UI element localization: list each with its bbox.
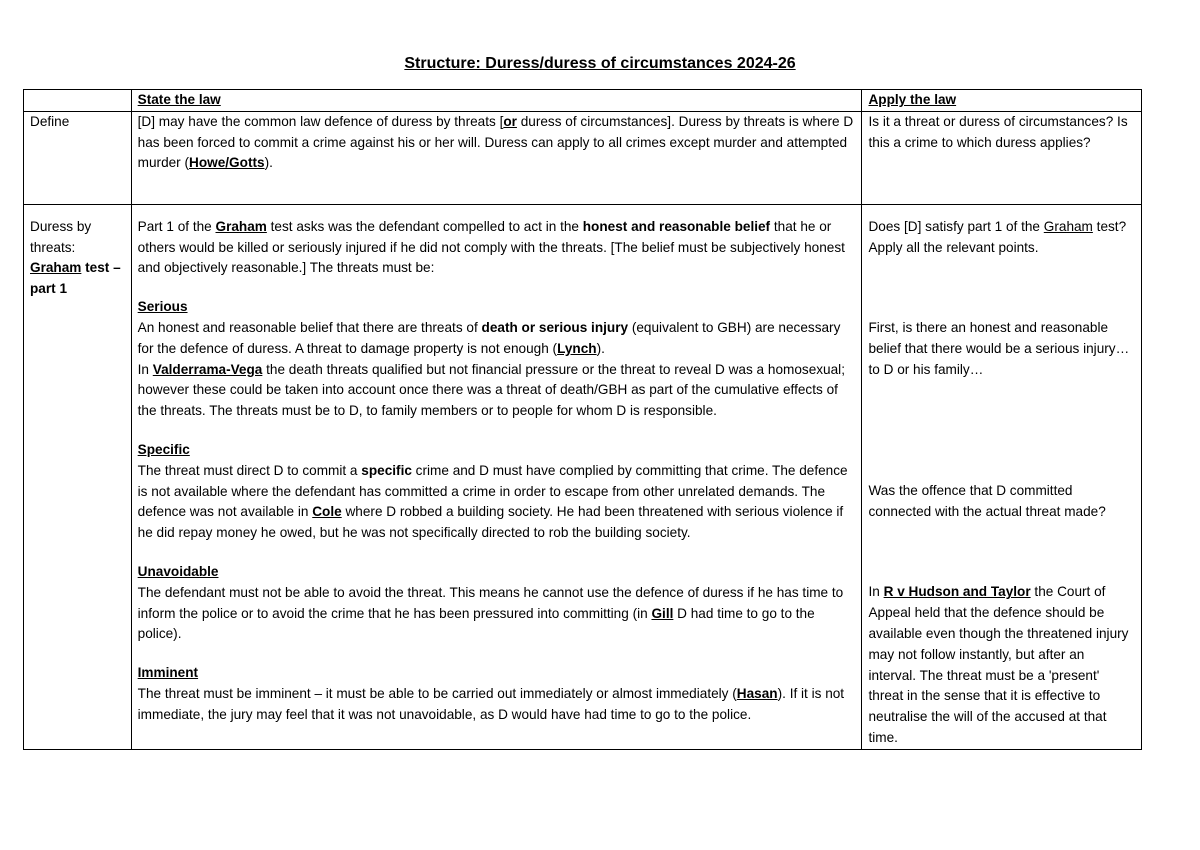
- case-name: Graham: [30, 260, 82, 276]
- key-term: honest and reasonable belief: [582, 218, 771, 234]
- table-row-define: [24, 111, 1142, 204]
- section-serious: [138, 297, 856, 422]
- header-apply-the-law: Apply the law: [862, 90, 1142, 112]
- graham-apply-cell: [862, 204, 1142, 749]
- text: In: [137, 361, 153, 377]
- text: ).: [596, 340, 605, 356]
- text: The defendant must not be able to avoid the threat. This means he cannot use the defence of duress if he has time to inform the police or to avoid the crime that he has been pressured into committing (in: [137, 584, 844, 621]
- case-name: Graham: [215, 218, 267, 234]
- label-text: test – part 1: [30, 260, 121, 297]
- text: test asks was the defendant compelled to act in the: [266, 218, 583, 234]
- table-row-graham: [24, 204, 1142, 749]
- define-text: ).: [264, 155, 273, 171]
- case-name: Valderrama-Vega: [152, 361, 263, 377]
- key-term: death or serious injury: [481, 319, 629, 335]
- subheading-unavoidable: Unavoidable: [137, 563, 219, 579]
- case-name: Lynch: [557, 340, 597, 356]
- text: In: [868, 584, 884, 600]
- section-specific: [138, 440, 856, 544]
- subheading-imminent: Imminent: [137, 665, 199, 681]
- case-name: Hasan: [736, 685, 778, 701]
- graham-law-cell: [131, 204, 862, 749]
- text: The threat must direct D to commit a: [137, 462, 362, 478]
- define-apply-cell: Is it a threat or duress of circumstances? Is this a crime to which duress applies?: [862, 111, 1142, 204]
- header-state-the-law: State the law: [131, 90, 862, 112]
- graham-intro: [138, 217, 856, 279]
- section-unavoidable: [138, 562, 856, 645]
- apply-part1: [868, 217, 1135, 259]
- text: Part 1 of the: [137, 218, 216, 234]
- structure-table: [23, 89, 1142, 750]
- define-law-cell: [131, 111, 862, 204]
- case-name: Howe/Gotts: [189, 155, 265, 171]
- subheading-specific: Specific: [137, 441, 190, 457]
- page-title: Structure: Duress/duress of circumstances 2024-26: [404, 55, 796, 72]
- label-text: Duress by threats:: [30, 218, 92, 255]
- define-text: duress of circumstances]. Duress by threats is where D has been forced to commit a crime against his or her will. Duress can apply to all crimes except murder and attempted murder (: [137, 113, 854, 171]
- text: The threat must be imminent – it must be able to be carried out immediately or almost immediately (: [137, 685, 737, 701]
- apply-unavoidable: [868, 582, 1135, 748]
- define-text: [D] may have the common law defence of duress by threats [: [137, 113, 504, 129]
- text: test? Apply all the relevant points.: [868, 218, 1127, 255]
- text: D had time to go to the police).: [137, 605, 815, 642]
- row-label-define: Define: [24, 111, 132, 204]
- text: the death threats qualified but not financial pressure or the threat to reveal D was a homosexual; however these could be taken into account once there was a threat of death/GBH as part of the cumulative effects of the threats. The threats must be to D, to family members or to people for whom D is responsible.: [137, 361, 845, 419]
- section-imminent: [138, 663, 856, 725]
- case-name: R v Hudson and Taylor: [883, 584, 1031, 600]
- case-name: Gill: [651, 605, 674, 621]
- header-row: [24, 90, 1142, 112]
- text: An honest and reasonable belief that there are threats of: [137, 319, 482, 335]
- text: ). If it is not immediate, the jury may feel that it was not unavoidable, as D would have had time to go to the police.: [137, 685, 845, 722]
- row-label-graham: [24, 204, 132, 749]
- apply-serious: First, is there an honest and reasonable belief that there would be a serious injury… to D or his family…: [868, 320, 1130, 377]
- case-name: Graham: [1043, 218, 1093, 234]
- text: Does [D] satisfy part 1 of the: [868, 218, 1044, 234]
- apply-specific: Was the offence that D committed connected with the actual threat made?: [868, 482, 1106, 519]
- text: where D robbed a building society. He had been threatened with serious violence if he did repay money he owed, but he was not specifically directed to rob the building society.: [137, 504, 844, 541]
- text: the Court of Appeal held that the defence should be available even though the threatened injury may not follow instantly, but after an interval. The threat must be a 'present' threat in the sense that it is effective to neutralise the will of the accused at that time.: [868, 584, 1129, 745]
- subheading-serious: Serious: [137, 299, 188, 315]
- case-name: Cole: [312, 504, 342, 520]
- define-or: or: [503, 113, 517, 129]
- key-term: specific: [361, 462, 412, 478]
- header-empty-cell: [24, 90, 132, 112]
- text: that he or others would be killed or seriously injured if he did not comply with the threats. [The belief must be subjectively honest and objectively reasonable.] The threats must be:: [137, 218, 845, 276]
- text: (equivalent to GBH) are necessary for the defence of duress. A threat to damage property is not enough (: [137, 319, 841, 356]
- text: crime and D must have complied by committing that crime. The defence is not available where the defendant has committed a crime in order to escape from other unrelated demands. The defence was not available in: [137, 462, 848, 520]
